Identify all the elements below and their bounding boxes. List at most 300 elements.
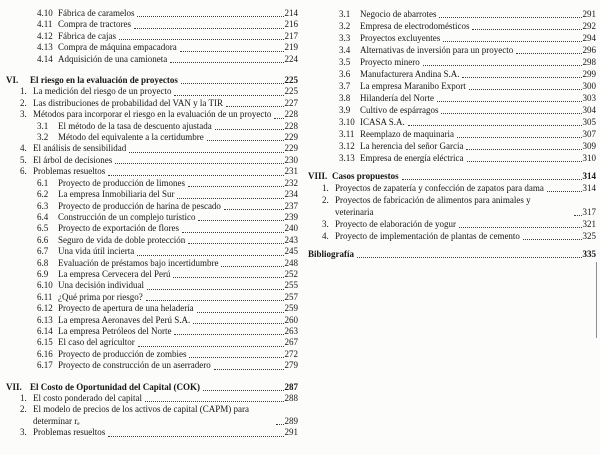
dot-leader	[274, 118, 283, 119]
entry-number: 6.17	[37, 360, 53, 371]
entry-page-number: 252	[284, 268, 298, 279]
dot-leader	[207, 140, 284, 141]
dot-leader	[469, 89, 582, 90]
dot-leader	[181, 83, 284, 84]
entry-number: 6.12	[37, 303, 53, 314]
entry-title: La empresa Inmobiliaria del Sur	[58, 189, 175, 200]
entry-page-number: 291	[582, 9, 596, 19]
entry-page-number: 263	[284, 325, 298, 336]
toc-entry	[6, 280, 298, 291]
dot-leader	[462, 77, 581, 78]
toc-entry	[6, 269, 298, 280]
entry-page-number: 240	[284, 223, 298, 234]
entry-page-number: 307	[582, 129, 596, 139]
entry-text	[339, 8, 436, 20]
dot-leader	[188, 243, 283, 244]
dot-leader	[188, 186, 284, 187]
entry-text	[339, 128, 454, 140]
entry-text	[37, 360, 211, 371]
entry-number: 3.2	[339, 21, 351, 31]
entry-page-number: 310	[582, 153, 596, 163]
entry-number: 6.16	[37, 348, 53, 359]
entry-title: El modelo de precios de los activos de capital (CAPM) para determinar rₑ	[33, 404, 249, 426]
toc-entry	[6, 223, 298, 234]
entry-page-number: 234	[284, 189, 298, 200]
entry-title: Evaluación de préstamos bajo incertidumbre	[58, 257, 219, 268]
entry-text	[322, 194, 571, 218]
entry-page-number: 287	[284, 381, 298, 392]
entry-number: 3.12	[339, 141, 355, 151]
dot-leader	[466, 149, 581, 150]
toc-entry	[6, 166, 298, 177]
entry-text	[339, 116, 405, 128]
toc-entry	[6, 155, 298, 166]
entry-text	[308, 170, 399, 182]
entry-page-number: 279	[284, 360, 298, 371]
dot-leader	[437, 101, 582, 102]
dot-leader	[180, 51, 284, 52]
entry-number: 4.14	[37, 53, 53, 64]
toc-entry	[308, 92, 596, 104]
entry-number: 6.1	[37, 177, 49, 188]
entry-page-number: 300	[582, 81, 596, 91]
dot-leader	[108, 436, 283, 437]
entry-title: Proyecto de producción de limones	[58, 177, 185, 188]
entry-text	[37, 303, 194, 314]
entry-title: El Costo de Oportunidad del Capital (COK)	[30, 381, 201, 392]
toc-section-heading	[308, 248, 596, 260]
entry-title: El riesgo en la evaluación de proyectos	[30, 75, 178, 86]
entry-title: Empresa de electrodomésticos	[360, 21, 470, 31]
entry-page-number: 259	[284, 303, 298, 314]
entry-text	[37, 19, 131, 30]
toc-entry	[308, 68, 596, 80]
entry-title: Proyecto de elaboración de yogur	[335, 219, 456, 229]
entry-page-number: 216	[284, 19, 298, 30]
entry-title: Compra de máquina empacadora	[58, 42, 177, 53]
entry-title: La empresa Aeronaves del Perú S.A.	[58, 314, 191, 325]
entry-number: 1.	[20, 86, 27, 97]
entry-number: 6.4	[37, 211, 49, 222]
dot-leader	[214, 369, 284, 370]
dot-leader	[198, 220, 283, 221]
entry-title: Proyectos de zapatería y confección de zapatos para dama	[335, 183, 544, 193]
toc-entry	[6, 315, 298, 326]
dot-leader	[170, 62, 283, 63]
entry-text	[20, 98, 223, 109]
dot-leader	[134, 28, 284, 29]
entry-number: 3.3	[339, 33, 351, 43]
entry-page-number: 224	[284, 53, 298, 64]
entry-text	[37, 349, 186, 360]
dot-leader	[115, 163, 283, 164]
entry-page-number: 257	[284, 291, 298, 302]
dot-leader	[203, 390, 283, 391]
toc-section-heading	[308, 170, 596, 182]
entry-text	[37, 212, 195, 223]
entry-text	[20, 404, 273, 427]
entry-number: 4.12	[37, 30, 53, 41]
entry-title: La empresa Maranibo Export	[360, 81, 466, 91]
entry-text	[322, 230, 520, 242]
toc-entry	[308, 20, 596, 32]
entry-page-number: 321	[582, 219, 596, 229]
entry-title: Seguro de vida de doble protección	[58, 234, 186, 245]
entry-text	[37, 223, 179, 234]
entry-number: 6.14	[37, 325, 53, 336]
dot-leader	[441, 113, 581, 114]
entry-text	[339, 104, 438, 116]
entry-page-number: 243	[284, 234, 298, 245]
dot-leader	[226, 106, 284, 107]
entry-number: 6.	[20, 166, 27, 177]
toc-entry	[6, 109, 298, 120]
entry-text	[37, 54, 167, 65]
entry-title: Negocio de abarrotes	[360, 9, 437, 19]
entry-title: Proyecto de implementación de plantas de cemento	[335, 231, 520, 241]
entry-number: 3.5	[339, 57, 351, 67]
toc-entry	[6, 212, 298, 223]
entry-page-number: 296	[582, 45, 596, 55]
entry-number: 2.	[20, 404, 27, 415]
entry-number: 6.6	[37, 234, 49, 245]
dot-leader	[215, 129, 284, 130]
dot-leader	[146, 300, 284, 301]
toc-entry	[308, 140, 596, 152]
entry-number: 4.	[322, 231, 329, 241]
entry-number: 1.	[20, 393, 27, 403]
entry-number: 3.6	[339, 69, 351, 79]
entry-page-number: 228	[284, 109, 298, 120]
toc-entry	[6, 31, 298, 42]
entry-title: Cultivo de espárragos	[360, 105, 439, 115]
entry-number: 6.2	[37, 189, 49, 200]
entry-title: Métodos para incorporar el riesgo en la evaluación de un proyecto	[33, 109, 272, 120]
entry-page-number: 225	[284, 86, 298, 97]
entry-page-number: 225	[284, 75, 298, 86]
entry-page-number: 228	[284, 120, 298, 131]
entry-page-number: 232	[284, 177, 298, 188]
dot-leader	[193, 323, 283, 324]
entry-number: 4.	[20, 143, 27, 154]
entry-page-number: 309	[582, 141, 596, 151]
entry-text	[6, 382, 200, 393]
dot-leader	[408, 125, 582, 126]
dot-leader	[174, 334, 283, 335]
entry-title: La herencia del señor García	[360, 141, 464, 151]
entry-text	[37, 235, 185, 246]
entry-title: ¿Qué prima por riesgo?	[58, 291, 143, 302]
dot-leader	[129, 152, 283, 153]
entry-title: Alternativas de inversión para un proyecto	[360, 45, 514, 55]
entry-text	[339, 80, 466, 92]
entry-text	[339, 56, 420, 68]
entry-number: 4.10	[37, 8, 53, 18]
entry-page-number: 229	[284, 143, 298, 154]
scan-artifact-line	[596, 262, 597, 338]
dot-leader	[173, 277, 283, 278]
entry-page-number: 314	[582, 171, 596, 181]
toc-entry	[308, 116, 596, 128]
entry-text	[37, 337, 135, 348]
entry-title: Proyecto de producción de zombies	[58, 348, 187, 359]
entry-text	[339, 44, 513, 56]
entry-text	[322, 218, 456, 230]
entry-page-number: 304	[582, 105, 596, 115]
toc-entry	[308, 104, 596, 116]
entry-number: 4.13	[37, 42, 53, 53]
entry-text	[37, 269, 170, 280]
toc-entry	[6, 178, 298, 189]
dot-leader	[108, 175, 283, 176]
toc-entry	[308, 56, 596, 68]
entry-number: 3.10	[339, 117, 355, 127]
dot-leader	[197, 312, 284, 313]
entry-text	[37, 280, 144, 291]
entry-number: 6.15	[37, 337, 53, 348]
toc-entry	[6, 8, 298, 19]
toc-entry	[6, 235, 298, 246]
entry-number: 3.	[20, 109, 27, 120]
dot-leader	[467, 161, 582, 162]
entry-number: 6.10	[37, 280, 53, 291]
entry-title: Problemas resueltos	[33, 166, 106, 177]
entry-title: Casos propuestos	[332, 171, 399, 181]
toc-entry	[6, 404, 298, 427]
toc-entry	[6, 189, 298, 200]
entry-text	[20, 166, 105, 177]
dot-leader	[443, 41, 581, 42]
entry-page-number: 298	[582, 57, 596, 67]
toc-entry	[308, 230, 596, 242]
entry-page-number: 248	[284, 257, 298, 268]
toc-entry	[6, 360, 298, 371]
dot-leader	[472, 29, 581, 30]
entry-number: 5.	[20, 154, 27, 165]
toc-entry	[6, 326, 298, 337]
entry-text	[37, 292, 143, 303]
entry-title: El árbol de decisiones	[33, 154, 113, 165]
entry-text	[339, 152, 464, 164]
entry-title: La empresa Petróleos del Norte	[58, 325, 172, 336]
dot-leader	[174, 95, 283, 96]
dot-leader	[459, 227, 582, 228]
entry-title: Las distribuciones de probabilidad del VAN y la TIR	[33, 97, 223, 108]
entry-title: Proyecto de producción de harina de pescado	[58, 200, 221, 211]
toc-entry	[6, 54, 298, 65]
entry-page-number: 255	[284, 280, 298, 291]
entry-number: 6.7	[37, 246, 49, 257]
entry-page-number: 335	[582, 249, 596, 259]
entry-page-number: 294	[582, 33, 596, 43]
toc-entry	[308, 152, 596, 164]
toc-left-column	[6, 8, 306, 451]
entry-page-number: 317	[582, 207, 596, 217]
dot-leader	[189, 357, 283, 358]
toc-entry	[308, 218, 596, 230]
entry-page-number: 237	[284, 200, 298, 211]
toc-entry	[6, 337, 298, 348]
entry-number: 6.11	[37, 291, 53, 302]
entry-page-number: 267	[284, 337, 298, 348]
toc-right-column	[306, 8, 596, 451]
toc-entry	[308, 182, 596, 194]
dot-leader	[276, 424, 284, 425]
entry-number: 3.13	[339, 153, 355, 163]
entry-number: VI.	[6, 75, 19, 86]
entry-text	[20, 155, 112, 166]
toc-section-heading	[6, 75, 298, 86]
entry-number: 2.	[20, 97, 27, 108]
dot-leader	[119, 39, 284, 40]
entry-text	[339, 68, 459, 80]
toc-entry	[308, 32, 596, 44]
toc-entry	[308, 8, 596, 20]
dot-leader	[357, 257, 581, 258]
entry-text	[37, 258, 218, 269]
entry-page-number: 260	[284, 314, 298, 325]
entry-text	[20, 393, 142, 404]
dot-leader	[137, 255, 283, 256]
entry-page-number: 292	[582, 21, 596, 31]
entry-number: 6.9	[37, 268, 49, 279]
toc-entry	[6, 246, 298, 257]
entry-number: 3.11	[339, 129, 355, 139]
toc-entry	[308, 128, 596, 140]
entry-page-number: 288	[284, 393, 298, 403]
entry-text	[37, 315, 190, 326]
entry-number: 3.1	[37, 120, 49, 131]
entry-text	[20, 427, 105, 438]
entry-title: Manufacturera Andina S.A.	[360, 69, 460, 79]
dot-leader	[516, 53, 581, 54]
entry-title: Fábrica de cajas	[58, 30, 116, 41]
dot-leader	[457, 137, 582, 138]
toc-entry	[6, 349, 298, 360]
dot-leader	[147, 289, 284, 290]
entry-number: 4.11	[37, 19, 53, 30]
entry-text	[37, 189, 174, 200]
entry-text	[37, 31, 116, 42]
toc-entry	[6, 303, 298, 314]
entry-text	[20, 86, 171, 97]
toc-entry	[308, 194, 596, 218]
entry-text	[37, 132, 204, 143]
entry-number: 3.7	[339, 81, 351, 91]
entry-page-number: 291	[284, 427, 298, 438]
entry-text	[20, 143, 126, 154]
toc-entry	[6, 143, 298, 154]
entry-title: Proyecto minero	[360, 57, 420, 67]
entry-title: El costo ponderado del capital	[33, 393, 142, 403]
dot-leader	[182, 232, 284, 233]
toc-entry	[6, 201, 298, 212]
entry-number: 3.1	[339, 9, 351, 19]
entry-page-number: 239	[284, 211, 298, 222]
dot-leader	[547, 191, 582, 192]
entry-page-number: 299	[582, 69, 596, 79]
toc-entry	[6, 292, 298, 303]
entry-page-number: 219	[284, 42, 298, 53]
entry-page-number: 214	[284, 8, 298, 18]
entry-title: Reemplazo de maquinaria	[360, 129, 454, 139]
toc-entry	[6, 393, 298, 404]
entry-title: La empresa Cervecera del Perú	[58, 268, 171, 279]
dot-leader	[145, 401, 284, 402]
entry-title: Proyecto de construcción de un aserradero	[58, 360, 211, 371]
dot-leader	[221, 266, 283, 267]
entry-number: 3.2	[37, 132, 49, 143]
entry-number: 1.	[322, 183, 329, 193]
toc-entry	[6, 121, 298, 132]
entry-title: Construcción de un complejo turístico	[58, 211, 196, 222]
entry-title: El método de la tasa de descuento ajustada	[58, 120, 212, 131]
entry-page-number: 289	[284, 415, 298, 426]
entry-title: Proyecto de exportación de flores	[58, 223, 179, 234]
entry-text	[339, 140, 463, 152]
entry-text	[339, 92, 434, 104]
dot-leader	[402, 179, 582, 180]
entry-title: La medición del riesgo de un proyecto	[33, 86, 172, 97]
toc-entry	[6, 98, 298, 109]
entry-number: 3.4	[339, 45, 351, 55]
entry-title: Empresa de energía eléctrica	[360, 153, 464, 163]
entry-page-number: 272	[284, 348, 298, 359]
entry-page-number: 303	[582, 93, 596, 103]
entry-number: 6.3	[37, 200, 49, 211]
entry-title: Fábrica de caramelos	[58, 8, 135, 18]
dot-leader	[574, 215, 582, 216]
entry-title: Proyectos de fabricación de alimentos para animales y veterinaria	[335, 195, 531, 217]
entry-title: Hilandería del Norte	[360, 93, 434, 103]
toc-entry	[308, 80, 596, 92]
dot-leader	[137, 16, 283, 17]
entry-title: Bibliografía	[308, 249, 355, 259]
entry-text	[37, 42, 177, 53]
entry-page-number: 217	[284, 30, 298, 41]
entry-number: 3.8	[339, 93, 351, 103]
dot-leader	[439, 17, 581, 18]
toc-entry	[6, 19, 298, 30]
entry-title: Una vida útil incierta	[58, 246, 135, 257]
toc-entry	[6, 258, 298, 269]
entry-page-number: 227	[284, 97, 298, 108]
entry-page-number: 231	[284, 166, 298, 177]
entry-page-number: 230	[284, 154, 298, 165]
entry-text	[6, 75, 178, 86]
entry-title: ICASA S.A.	[360, 117, 405, 127]
entry-title: Compra de tractores	[58, 19, 131, 30]
entry-title: El caso del agricultor	[58, 337, 135, 348]
entry-title: Proyectos excluyentes	[360, 33, 441, 43]
entry-number: 6.5	[37, 223, 49, 234]
entry-page-number: 305	[582, 117, 596, 127]
toc-entry	[6, 427, 298, 438]
entry-number: VII.	[6, 381, 22, 392]
dot-leader	[224, 209, 284, 210]
entry-number: 6.13	[37, 314, 53, 325]
entry-text	[37, 8, 134, 19]
entry-text	[37, 201, 221, 212]
toc-entry	[6, 86, 298, 97]
dot-leader	[523, 239, 582, 240]
toc-entry	[308, 44, 596, 56]
entry-page-number: 314	[582, 183, 596, 193]
dot-leader	[177, 198, 283, 199]
entry-page-number: 245	[284, 246, 298, 257]
entry-page-number: 325	[582, 231, 596, 241]
toc-entry	[6, 42, 298, 53]
